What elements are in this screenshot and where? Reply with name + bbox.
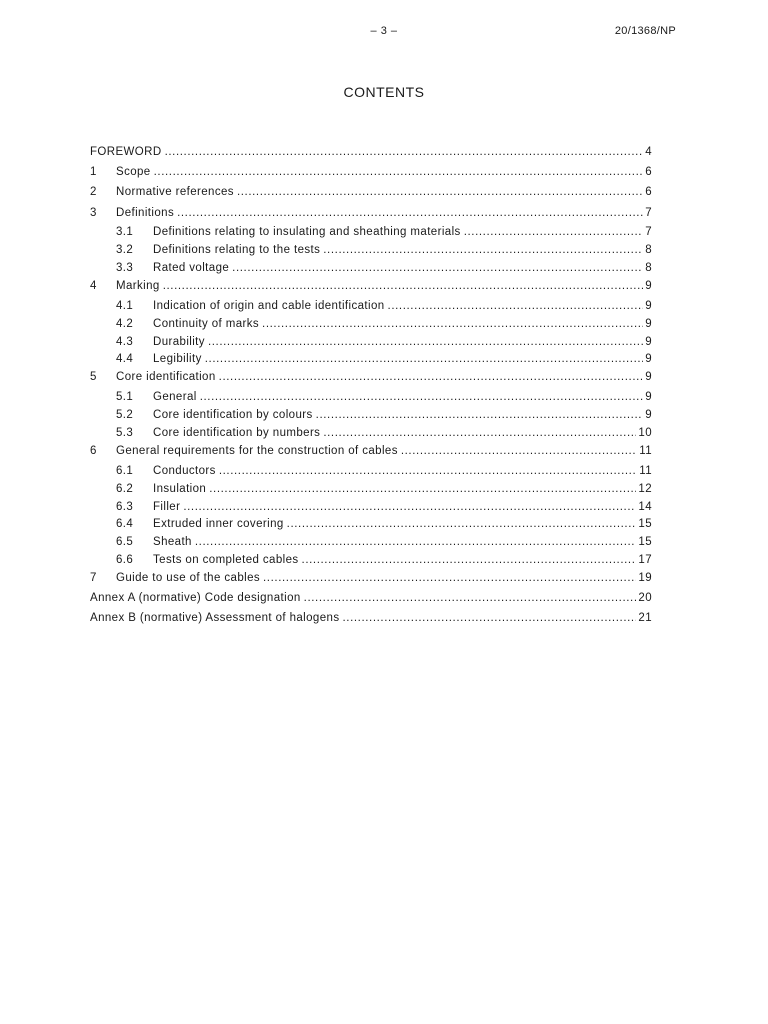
toc-entry[interactable] bbox=[90, 611, 652, 625]
toc-leader-dots bbox=[316, 408, 644, 422]
toc-entry-page: 9 bbox=[645, 391, 652, 403]
toc-entry-page: 20 bbox=[638, 592, 652, 604]
toc-entry[interactable] bbox=[116, 464, 652, 478]
toc-leader-dots bbox=[232, 261, 643, 275]
toc-entry-number: 4.1 bbox=[116, 300, 134, 312]
toc-leader-dots bbox=[165, 145, 644, 159]
toc-entry-title: Rated voltage bbox=[153, 262, 230, 274]
toc-entry[interactable] bbox=[116, 317, 652, 331]
toc-entry-page: 15 bbox=[638, 536, 652, 548]
toc-leader-dots bbox=[287, 517, 637, 531]
toc-leader-dots bbox=[219, 464, 637, 478]
toc-entry-title: Annex A (normative) Code designation bbox=[90, 592, 301, 604]
toc-entry-page: 15 bbox=[638, 518, 652, 530]
toc-entry-page: 7 bbox=[645, 226, 652, 238]
toc-leader-dots bbox=[183, 500, 636, 514]
document-reference: 20/1368/NP bbox=[614, 25, 676, 37]
toc-entry-page: 19 bbox=[638, 572, 652, 584]
toc-entry-number: 6.3 bbox=[116, 501, 134, 513]
toc-entry[interactable] bbox=[116, 517, 652, 531]
toc-entry-number: 7 bbox=[90, 572, 97, 584]
page-number: – 3 – bbox=[370, 25, 398, 37]
toc-entry-page: 4 bbox=[645, 146, 652, 158]
toc-entry-page: 10 bbox=[638, 427, 652, 439]
toc-entry-number: 3.2 bbox=[116, 244, 134, 256]
toc-entry[interactable] bbox=[116, 500, 652, 514]
toc-entry-title: FOREWORD bbox=[90, 146, 162, 158]
toc-entry[interactable] bbox=[90, 206, 652, 220]
toc-entry-page: 9 bbox=[645, 280, 652, 292]
toc-entry-number: 2 bbox=[90, 186, 97, 198]
toc-entry-title: Durability bbox=[153, 336, 205, 348]
toc-entry[interactable] bbox=[116, 261, 652, 275]
toc-entry[interactable] bbox=[116, 482, 652, 496]
toc-entry[interactable] bbox=[116, 243, 652, 257]
toc-entry-number: 5.3 bbox=[116, 427, 134, 439]
toc-leader-dots bbox=[401, 444, 637, 458]
toc-entry-title: Core identification by numbers bbox=[153, 427, 321, 439]
toc-leader-dots bbox=[304, 591, 637, 605]
toc-entry-title: Core identification bbox=[116, 371, 216, 383]
toc-leader-dots bbox=[205, 352, 643, 366]
toc-entry-page: 8 bbox=[645, 244, 652, 256]
toc-entry-number: 6 bbox=[90, 445, 97, 457]
toc-entry-page: 6 bbox=[645, 166, 652, 178]
toc-entry[interactable] bbox=[116, 352, 652, 366]
toc-entry[interactable] bbox=[116, 299, 652, 313]
toc-entry[interactable] bbox=[90, 279, 652, 293]
toc-entry-page: 11 bbox=[639, 465, 652, 477]
toc-entry-title: Indication of origin and cable identification bbox=[153, 300, 385, 312]
toc-leader-dots bbox=[163, 279, 644, 293]
toc-entry[interactable] bbox=[116, 335, 652, 349]
toc-entry-title: Guide to use of the cables bbox=[116, 572, 261, 584]
toc-entry-number: 5 bbox=[90, 371, 97, 383]
toc-leader-dots bbox=[323, 426, 636, 440]
toc-entry[interactable] bbox=[90, 444, 652, 458]
toc-entry-number: 4.3 bbox=[116, 336, 134, 348]
toc-entry-page: 7 bbox=[645, 207, 652, 219]
toc-entry-title: Core identification by colours bbox=[153, 409, 313, 421]
toc-entry-title: Normative references bbox=[116, 186, 234, 198]
toc-entry[interactable] bbox=[90, 165, 652, 179]
toc-leader-dots bbox=[323, 243, 643, 257]
toc-entry-number: 4.2 bbox=[116, 318, 134, 330]
toc-leader-dots bbox=[208, 335, 643, 349]
toc-leader-dots bbox=[262, 317, 643, 331]
toc-entry[interactable] bbox=[116, 426, 652, 440]
toc-leader-dots bbox=[209, 482, 636, 496]
toc-entry-title: Definitions relating to the tests bbox=[153, 244, 321, 256]
toc-entry-title: Scope bbox=[116, 166, 151, 178]
toc-entry-title: General requirements for the construction of cables bbox=[116, 445, 398, 457]
toc-entry-number: 6.4 bbox=[116, 518, 134, 530]
toc-entry-page: 11 bbox=[639, 445, 652, 457]
toc-leader-dots bbox=[263, 571, 636, 585]
toc-entry-title: General bbox=[153, 391, 197, 403]
toc-entry-page: 8 bbox=[645, 262, 652, 274]
toc-entry-title: Annex B (normative) Assessment of halogens bbox=[90, 612, 340, 624]
toc-entry-number: 4 bbox=[90, 280, 97, 292]
toc-entry-page: 12 bbox=[638, 483, 652, 495]
toc-entry-page: 9 bbox=[645, 353, 652, 365]
page-title: CONTENTS bbox=[343, 84, 425, 100]
toc-entry-page: 9 bbox=[645, 300, 652, 312]
toc-entry-number: 3 bbox=[90, 207, 97, 219]
toc-leader-dots bbox=[195, 535, 637, 549]
toc-entry-page: 9 bbox=[645, 409, 652, 421]
toc-entry-title: Definitions bbox=[116, 207, 175, 219]
toc-entry-page: 6 bbox=[645, 186, 652, 198]
toc-entry-title: Tests on completed cables bbox=[153, 554, 299, 566]
toc-entry-number: 5.1 bbox=[116, 391, 134, 403]
toc-leader-dots bbox=[302, 553, 637, 567]
toc-entry-title: Sheath bbox=[153, 536, 192, 548]
toc-leader-dots bbox=[464, 225, 644, 239]
toc-entry-number: 1 bbox=[90, 166, 97, 178]
toc-entry-number: 6.5 bbox=[116, 536, 134, 548]
toc-entry[interactable] bbox=[90, 185, 652, 199]
toc-entry-title: Conductors bbox=[153, 465, 216, 477]
toc-entry-number: 5.2 bbox=[116, 409, 134, 421]
toc-leader-dots bbox=[177, 206, 643, 220]
toc-leader-dots bbox=[342, 611, 636, 625]
toc-leader-dots bbox=[388, 299, 644, 313]
toc-entry-title: Filler bbox=[153, 501, 181, 513]
toc-entry-title: Definitions relating to insulating and sheathing materials bbox=[153, 226, 461, 238]
toc-entry[interactable] bbox=[116, 535, 652, 549]
toc-entry-number: 6.1 bbox=[116, 465, 134, 477]
toc-entry[interactable] bbox=[90, 571, 652, 585]
toc-entry-number: 6.2 bbox=[116, 483, 134, 495]
toc-leader-dots bbox=[200, 390, 643, 404]
toc-entry-page: 14 bbox=[638, 501, 652, 513]
toc-entry-page: 21 bbox=[638, 612, 652, 624]
toc-entry-page: 9 bbox=[645, 371, 652, 383]
toc-entry-title: Continuity of marks bbox=[153, 318, 260, 330]
toc-entry[interactable] bbox=[116, 225, 652, 239]
toc-entry[interactable] bbox=[116, 408, 652, 422]
toc-entry-title: Extruded inner covering bbox=[153, 518, 284, 530]
toc-entry[interactable] bbox=[90, 145, 652, 159]
toc-entry-title: Marking bbox=[116, 280, 160, 292]
toc-entry-page: 9 bbox=[645, 336, 652, 348]
toc-leader-dots bbox=[237, 185, 643, 199]
toc-entry-title: Insulation bbox=[153, 483, 207, 495]
toc-entry-number: 4.4 bbox=[116, 353, 134, 365]
toc-entry[interactable] bbox=[116, 553, 652, 567]
toc-leader-dots bbox=[154, 165, 644, 179]
toc-entry[interactable] bbox=[90, 370, 652, 384]
toc-entry-number: 3.3 bbox=[116, 262, 134, 274]
toc-entry-page: 17 bbox=[638, 554, 652, 566]
toc-entry-number: 6.6 bbox=[116, 554, 134, 566]
toc-leader-dots bbox=[219, 370, 644, 384]
toc-entry[interactable] bbox=[90, 591, 652, 605]
toc-entry-title: Legibility bbox=[153, 353, 202, 365]
toc-entry-page: 9 bbox=[645, 318, 652, 330]
toc-entry[interactable] bbox=[116, 390, 652, 404]
toc-entry-number: 3.1 bbox=[116, 226, 134, 238]
